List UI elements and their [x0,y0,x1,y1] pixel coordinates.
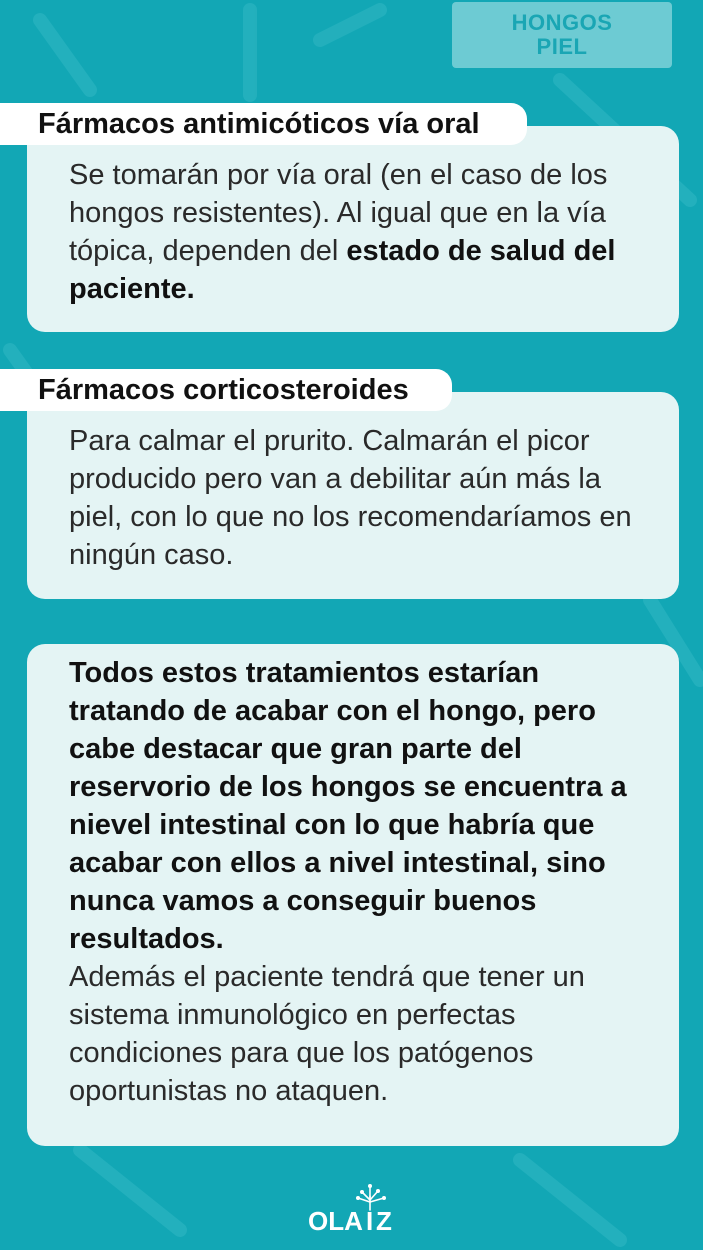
tag-line-1: HONGOS [511,10,613,35]
section-2-card [27,392,679,599]
category-tag [452,2,672,68]
section-1-text [69,156,655,308]
section-3-card [27,644,679,1146]
section-2-text: Para calmar el prurito. Calmarán el picor producido pero van a debilitar aún más la piel, con lo que no los recomendaríamos en ningún caso. [69,425,632,571]
section-1-heading [0,103,527,145]
svg-text:I: I [366,1206,374,1236]
section-2-heading-text: Fármacos corticosteroides [38,373,409,406]
olaiz-logo [306,1180,402,1236]
svg-text:Z: Z [376,1206,392,1236]
section-2-heading [0,369,452,411]
section-1-text-normal: Se tomarán por vía oral (en el caso de los hongos resistentes). Al igual que en la vía tópica, dependen del [69,159,608,267]
section-3-normal-text: Además el paciente tendrá que tener un sistema inmunológico en perfectas condiciones para que los patógenos oportunistas no ataquen. [69,961,585,1107]
section-1-heading-text: Fármacos antimicóticos vía oral [38,107,480,140]
section-3-bold-text: Todos estos tratamientos estarían tratando de acabar con el hongo, pero cabe destacar que gran parte del reservorio de los hongos se encuentra a nievel intestinal con lo que habría que acabar con ellos a nivel intestinal, sino nunca vamos a conseguir buenos resultados. [69,657,627,955]
section-1-text-bold: estado de salud del paciente. [69,235,616,305]
tag-line-2: PIEL [536,34,588,59]
section-1-card [27,126,679,332]
svg-text:OLA: OLA [308,1206,363,1236]
